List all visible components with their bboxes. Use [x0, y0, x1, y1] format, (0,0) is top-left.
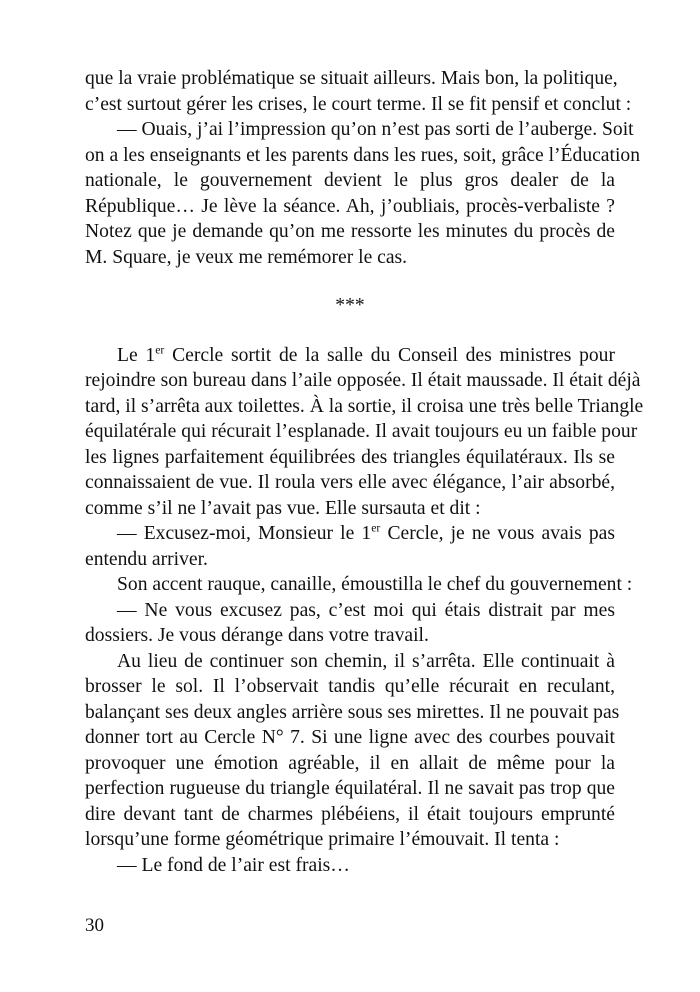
text-line: tard, il s’arrêta aux toilettes. À la sortie, il croisa une très belle Triangle: [85, 395, 644, 417]
text-line: on a les enseignants et les parents dans les rues, soit, grâce l’Éducation: [85, 144, 640, 166]
section-separator: ***: [335, 295, 365, 316]
text-line: dossiers. Je vous dérange dans votre travail.: [85, 625, 429, 646]
text-line: brosser le sol. Il l’observait tandis qu’elle récurait en reculant,: [85, 676, 615, 697]
text-line: c’est surtout gérer les crises, le court terme. Il se fit pensif et conclut :: [85, 93, 632, 115]
text-line: entendu arriver.: [85, 548, 208, 570]
text-line: les lignes parfaitement équilibrées des triangles équilatéraux. Ils se: [85, 446, 615, 468]
dialogue-line: [85, 521, 615, 547]
text-line: connaissaient de vue. Il roula vers elle avec élégance, l’air absorbé,: [85, 472, 615, 493]
text-line: [85, 343, 615, 369]
text-line: M. Square, je veux me remémorer le cas.: [85, 246, 408, 268]
page-body: [85, 66, 644, 878]
text-line: Au lieu de continuer son chemin, il s’arrêta. Elle continuait à: [117, 650, 615, 672]
dialogue-line: — Ne vous excusez pas, c’est moi qui étais distrait par mes: [117, 599, 615, 621]
text-line: balançant ses deux angles arrière sous ses mirettes. Il ne pouvait pas: [85, 701, 620, 723]
text-fragment: Cercle, je ne vous avais pas: [380, 523, 615, 544]
dialogue-line: — Le fond de l’air est frais…: [117, 854, 350, 876]
text-line: rejoindre son bureau dans l’aile opposée. Il était maussade. Il était déjà: [85, 370, 641, 391]
text-line: comme s’il ne l’avait pas vue. Elle sursauta et dit :: [85, 497, 481, 519]
text-line: perfection rugueuse du triangle équilatéral. Il ne savait pas trop que: [85, 778, 615, 799]
text-line: Son accent rauque, canaille, émoustilla le chef du gouvernement :: [117, 574, 633, 595]
text-line: nationale, le gouvernement devient le plus gros dealer de la: [85, 170, 615, 191]
text-line: lorsqu’une forme géométrique primaire l’émouvait. Il tenta :: [85, 829, 560, 850]
text-line: équilatérale qui récurait l’esplanade. Il avait toujours eu un faible pour: [85, 421, 638, 442]
text-line: donner tort au Cercle N° 7. Si une ligne avec des courbes pouvait: [85, 727, 615, 748]
superscript: er: [371, 521, 381, 535]
text-line: Notez que je demande qu’on me ressorte les minutes du procès de: [85, 221, 615, 242]
text-line: que la vraie problématique se situait ailleurs. Mais bon, la politique,: [85, 68, 618, 89]
page-number: 30: [85, 915, 104, 936]
dialogue-line: — Ouais, j’ai l’impression qu’on n’est pas sorti de l’auberge. Soit: [117, 119, 634, 140]
text-line: provoquer une émotion agréable, il en allait de même pour la: [85, 752, 615, 774]
text-fragment: — Excusez-moi, Monsieur le 1: [117, 523, 372, 544]
superscript: er: [155, 343, 165, 357]
text-fragment: Le 1: [117, 344, 156, 366]
text-line: République… Je lève la séance. Ah, j’oubliais, procès-verbaliste ?: [85, 195, 615, 217]
text-line: dire devant tant de charmes plébéiens, il était toujours emprunté: [85, 803, 615, 825]
text-fragment: Cercle sortit de la salle du Conseil des ministres pour: [164, 344, 615, 366]
